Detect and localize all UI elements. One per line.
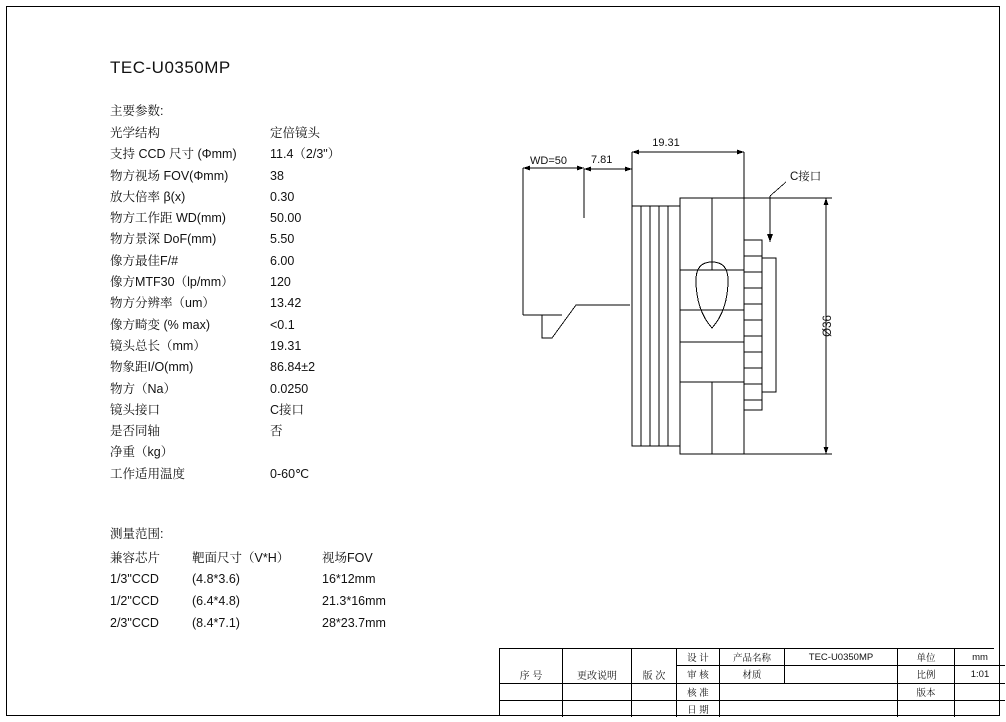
spec-row: [110, 421, 400, 442]
cell-sensor-size: (6.4*4.8): [192, 594, 240, 608]
tb-header-change-note: 更改说明: [563, 666, 632, 684]
spec-row: [110, 442, 400, 463]
spec-value: 19.31: [270, 338, 302, 353]
spec-value: 5.50: [270, 232, 295, 247]
tb-header-serial: 序 号: [500, 666, 563, 684]
spec-key: 物方分辨率（um）: [110, 296, 215, 311]
column-header: 靶面尺寸（V*H）: [192, 551, 290, 565]
title-block-row: [500, 683, 1005, 700]
lens-technical-drawing: [490, 110, 1000, 490]
tb-label-scale: 比例: [898, 666, 955, 684]
table-row: [110, 612, 440, 634]
spec-value: 6.00: [270, 253, 295, 268]
spec-row: [110, 166, 400, 187]
tb-label-design: 设 计: [677, 649, 720, 666]
revision-cell: [632, 649, 677, 666]
spec-row: [110, 251, 400, 272]
spec-value: 120: [270, 275, 291, 290]
spec-key: 光学结构: [110, 126, 161, 140]
spec-key: 物方视场 FOV(Φmm): [110, 168, 229, 183]
title-block-table: [500, 649, 1005, 717]
spec-key: 净重（kg）: [110, 445, 174, 460]
tb-value-revision: [955, 683, 1006, 700]
title-block-row: [500, 700, 1005, 717]
spec-key: 像方MTF30（lp/mm）: [110, 275, 234, 290]
spec-value: C接口: [270, 402, 305, 417]
dimension-total-length: 19.31: [652, 137, 680, 149]
spec-row: [110, 464, 400, 485]
spec-row: [110, 123, 400, 144]
measurement-range-label: 测量范围:: [110, 527, 164, 541]
revision-cell: [500, 649, 563, 666]
spec-row: [110, 336, 400, 357]
table-row: [110, 568, 440, 590]
title-block-row: [500, 649, 1005, 666]
tb-cell-empty: [955, 700, 1006, 717]
page-title: TEC-U0350MP: [110, 58, 231, 77]
spec-key: 是否同轴: [110, 424, 161, 439]
cell-sensor: 2/3"CCD: [110, 616, 159, 630]
tb-cell-empty: [500, 700, 563, 717]
tb-header-version: 版 次: [632, 666, 677, 684]
spec-row: [110, 208, 400, 229]
spec-key: 物方工作距 WD(mm): [110, 211, 226, 226]
spec-key: 像方最佳F/#: [110, 253, 179, 268]
cell-fov: 16*12mm: [322, 572, 376, 586]
spec-key: 镜头总长（mm）: [110, 338, 206, 353]
spec-value: 11.4（2/3"）: [270, 147, 341, 162]
tb-label-date: 日 期: [677, 700, 720, 717]
spec-key: 放大倍率 β(x): [110, 189, 186, 204]
cell-sensor: 1/3"CCD: [110, 572, 159, 586]
spec-row: [110, 315, 400, 336]
spec-row: [110, 357, 400, 378]
revision-cell: [563, 649, 632, 666]
column-header: 兼容芯片: [110, 551, 161, 565]
spec-row: [110, 229, 400, 250]
tb-value-product-name: TEC-U0350MP: [785, 649, 898, 666]
dimension-diameter: Ø36: [822, 315, 834, 337]
spec-key: 支持 CCD 尺寸 (Φmm): [110, 147, 237, 162]
cell-sensor: 1/2"CCD: [110, 594, 159, 608]
tb-field-product-name: 产品名称: [720, 649, 785, 666]
spec-value: 0.30: [270, 189, 295, 204]
column-header: 视场FOV: [322, 551, 373, 565]
tb-cell-empty: [632, 700, 677, 717]
tb-label-revision: 版本: [898, 683, 955, 700]
dimension-working-distance: WD=50: [530, 155, 567, 167]
tb-field-material: 材质: [720, 666, 785, 684]
spec-value: <0.1: [270, 317, 295, 332]
spec-row: [110, 400, 400, 421]
measurement-range-table: [110, 546, 440, 634]
tb-cell-empty: [563, 700, 632, 717]
tb-value-unit: mm: [955, 649, 1006, 666]
spec-row: [110, 187, 400, 208]
spec-value: 0-60℃: [270, 466, 310, 481]
spec-key: 工作适用温度: [110, 466, 186, 481]
tb-cell-empty: [632, 683, 677, 700]
spec-key: 镜头接口: [110, 402, 161, 417]
tb-value-material: [785, 666, 898, 684]
spec-value: 13.42: [270, 296, 302, 311]
title-block: [499, 648, 994, 716]
tb-label-unit: 单位: [898, 649, 955, 666]
spec-value: 50.00: [270, 211, 302, 226]
spec-value: 86.84±2: [270, 360, 316, 375]
spec-value: 否: [270, 424, 283, 439]
tb-value-approve: [720, 683, 898, 700]
tb-label-approve: 核 准: [677, 683, 720, 700]
spec-row: [110, 144, 400, 165]
cell-sensor-size: (8.4*7.1): [192, 616, 240, 630]
spec-value: 定倍镜头: [270, 126, 321, 140]
spec-key: 物方景深 DoF(mm): [110, 232, 217, 247]
main-parameters-label: 主要参数:: [110, 104, 164, 118]
spec-row: [110, 293, 400, 314]
title-block-row: [500, 666, 1005, 684]
spec-row: [110, 272, 400, 293]
table-header-row: [110, 546, 440, 568]
cell-sensor-size: (4.8*3.6): [192, 572, 240, 586]
dimension-flange: 7.81: [591, 154, 613, 166]
tb-value-date: [720, 700, 898, 717]
cell-fov: 28*23.7mm: [322, 616, 386, 630]
specification-list: [110, 123, 400, 485]
tb-cell-empty: [563, 683, 632, 700]
spec-key: 物方（Na）: [110, 381, 176, 396]
drawing-svg: [490, 110, 1000, 490]
tb-label-review: 审 核: [677, 666, 720, 684]
tb-value-scale: 1:01: [955, 666, 1006, 684]
spec-value: 38: [270, 168, 284, 183]
spec-key: 物象距I/O(mm): [110, 360, 194, 375]
tb-cell-empty: [500, 683, 563, 700]
label-c-mount: C接口: [790, 171, 822, 183]
tb-cell-empty: [898, 700, 955, 717]
spec-value: 0.0250: [270, 381, 309, 396]
table-row: [110, 590, 440, 612]
cell-fov: 21.3*16mm: [322, 594, 386, 608]
spec-row: [110, 379, 400, 400]
spec-key: 像方畸变 (% max): [110, 317, 211, 332]
